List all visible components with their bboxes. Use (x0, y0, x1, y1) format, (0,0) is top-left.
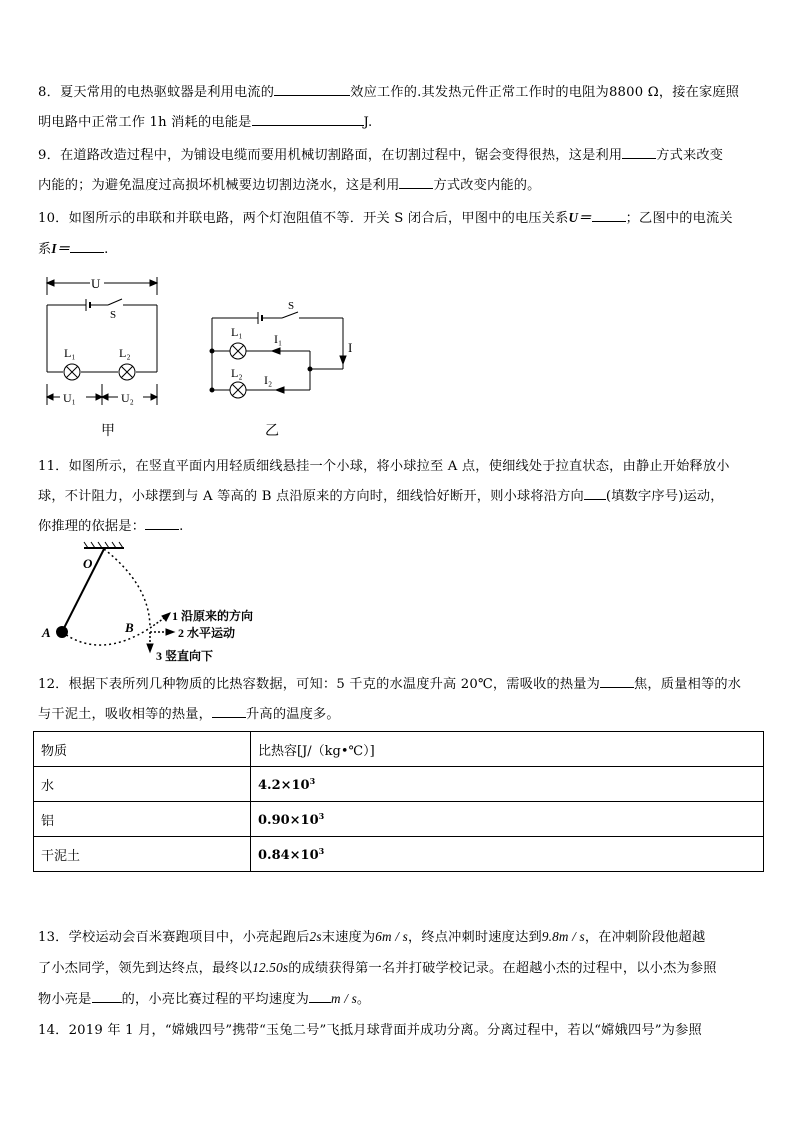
q14-text-1: 14．2019 年 1 月，“嫦娥四号”携带“玉兔二号”飞抵月球背面并成功分离。分离过程中，若以“嫦娥四号”为参照 (38, 1023, 702, 1038)
q10-var-u: U＝ (568, 210, 592, 225)
series-l1-label: L₁ (64, 346, 76, 360)
series-u1-label: U₁ (63, 391, 76, 405)
q11-blank-1 (584, 485, 606, 500)
specific-heat-table (33, 731, 764, 872)
q11-text-3: (填数字序号)运动， (605, 489, 724, 504)
q12-blank-2 (212, 703, 246, 718)
q13-unit: m / s (331, 991, 357, 1006)
question-14 (38, 1016, 760, 1046)
q13-text-3: ，终点冲刺时速度达到 (407, 930, 542, 945)
q10-text-4: . (104, 242, 109, 257)
q12-text-1: 12．根据下表所列几种物质的比热容数据，可知：5 千克的水温度升高 20℃，需吸收的热量为 (38, 677, 601, 692)
question-11 (38, 452, 760, 542)
parallel-l1-label: L₁ (231, 325, 243, 339)
table-cell-name: 水 (34, 767, 251, 802)
series-caption: 甲 (101, 424, 115, 439)
table-cell-value (251, 802, 764, 837)
q10-text-1: 10．如图所示的串联和并联电路，两个灯泡阻值不等．开关 S 闭合后，甲图中的电压关系 (38, 211, 569, 226)
series-u-label: U (91, 276, 101, 291)
pendulum-ball (56, 626, 68, 638)
q10-text-2: ；乙图中的电流关 (625, 211, 733, 226)
q8-text-3: 明电路中正常工作 1h 消耗的电能是 (38, 115, 252, 130)
q10-blank-1 (592, 207, 626, 222)
value-text: 0.90×10 (258, 812, 319, 828)
q11-text-5: . (179, 519, 184, 534)
option-1-label: 1 沿原来的方向 (172, 609, 254, 623)
table-cell-value (251, 767, 764, 802)
q12-text-2: 焦，质量相等的水 (634, 677, 742, 692)
value-text: 4.2×10 (258, 777, 310, 793)
q13-time-1: 2s (309, 929, 322, 944)
q8-text-1: 8．夏天常用的电热驱蚊器是利用电流的 (38, 85, 275, 100)
q13-text-7: 物小亮是 (38, 992, 92, 1007)
point-b-label: B (125, 620, 134, 635)
string-at-b (104, 549, 150, 628)
q8-text-4: J. (363, 115, 373, 130)
parallel-switch-label: S (288, 300, 295, 312)
q10-var-i: I＝ (51, 241, 71, 256)
table-cell-value (251, 837, 764, 872)
option-3-label: 3 竖直向下 (156, 649, 214, 663)
q11-blank-2 (145, 515, 179, 530)
q13-text-9: 。 (356, 992, 371, 1007)
series-u2-label: U₂ (121, 391, 134, 405)
value-exponent: 3 (318, 845, 325, 856)
table-cell-name: 干泥土 (34, 837, 251, 872)
table-row (34, 837, 764, 872)
q13-text-2: 末速度为 (321, 930, 376, 945)
q12-text-4: 升高的温度多。 (246, 707, 340, 722)
table-header-specific-heat: 比热容[J/（kg•℃）] (251, 732, 764, 767)
q9-text-4: 方式改变内能的。 (433, 178, 541, 193)
swing-path (62, 628, 150, 645)
parallel-caption: 乙 (265, 424, 279, 439)
value-text: 0.84×10 (258, 847, 319, 863)
question-13 (38, 922, 760, 1015)
table-row (34, 767, 764, 802)
q13-time-2: 12.50s (252, 960, 289, 975)
q12-text-3: 与干泥土，吸收相等的热量， (38, 707, 213, 722)
q9-text-3: 内能的；为避免温度过高损坏机械要边切割边浇水，这是利用 (38, 178, 400, 193)
pendulum-diagram (0, 540, 300, 670)
parallel-i-label: I (348, 340, 353, 355)
q8-text-2: 效应工作的.其发热元件正常工作时的电阻为8800 Ω，接在家庭照 (350, 85, 740, 100)
q13-text-5: 了小杰同学，领先到达终点，最终以 (38, 961, 253, 976)
table-cell-name: 铝 (34, 802, 251, 837)
q11-text-1: 11．如图所示，在竖直平面内用轻质细线悬挂一个小球，将小球拉至 A 点，使细线处于拉直状态，由静止开始释放小 (38, 459, 730, 474)
q9-blank-1 (622, 144, 656, 159)
q10-text-3: 系 (38, 242, 52, 257)
parallel-l2-label: L₂ (231, 366, 243, 380)
circuit-diagrams (0, 0, 400, 450)
q9-text-1: 9．在道路改造过程中，为铺设电缆而要用机械切割路面，在切割过程中，锯会变得很热，这是利用 (38, 148, 623, 163)
question-12 (38, 670, 760, 730)
q13-speed-2: 9.8m / s (541, 929, 585, 944)
table-row (34, 802, 764, 837)
q11-text-2: 球，不计阻力，小球摆到与 A 等高的 B 点沿原来的方向时，细线恰好断开，则小球将沿方向 (38, 489, 584, 504)
value-exponent: 3 (309, 775, 316, 786)
q13-blank-1 (92, 988, 122, 1003)
series-switch-label: S (110, 309, 117, 321)
series-l2-label: L₂ (119, 346, 131, 360)
q12-blank-1 (600, 673, 634, 688)
q13-text-4: ，在冲刺阶段他超越 (584, 930, 706, 945)
parallel-i1-label: I₁ (274, 332, 283, 346)
q9-blank-2 (399, 174, 433, 189)
table-header-row (34, 732, 764, 767)
option-2-label: 2 水平运动 (178, 626, 236, 640)
q13-text-1: 13．学校运动会百米赛跑项目中，小亮起跑后 (38, 930, 310, 945)
q9-text-2: 方式来改变 (656, 148, 724, 163)
q13-blank-2 (309, 988, 331, 1003)
point-o-label: O (83, 556, 93, 571)
series-circuit (47, 277, 157, 405)
q11-text-4: 你推理的依据是： (38, 519, 146, 534)
q13-speed-1: 6m / s (375, 929, 408, 944)
value-exponent: 3 (318, 810, 325, 821)
q13-text-8: 的，小亮比赛过程的平均速度为 (121, 992, 309, 1007)
parallel-i2-label: I₂ (264, 373, 273, 387)
q13-text-6: 的成绩获得第一名并打破学校记录。在超越小杰的过程中，以小杰为参照 (288, 961, 717, 976)
point-a-label: A (42, 625, 51, 640)
table-header-substance: 物质 (34, 732, 251, 767)
